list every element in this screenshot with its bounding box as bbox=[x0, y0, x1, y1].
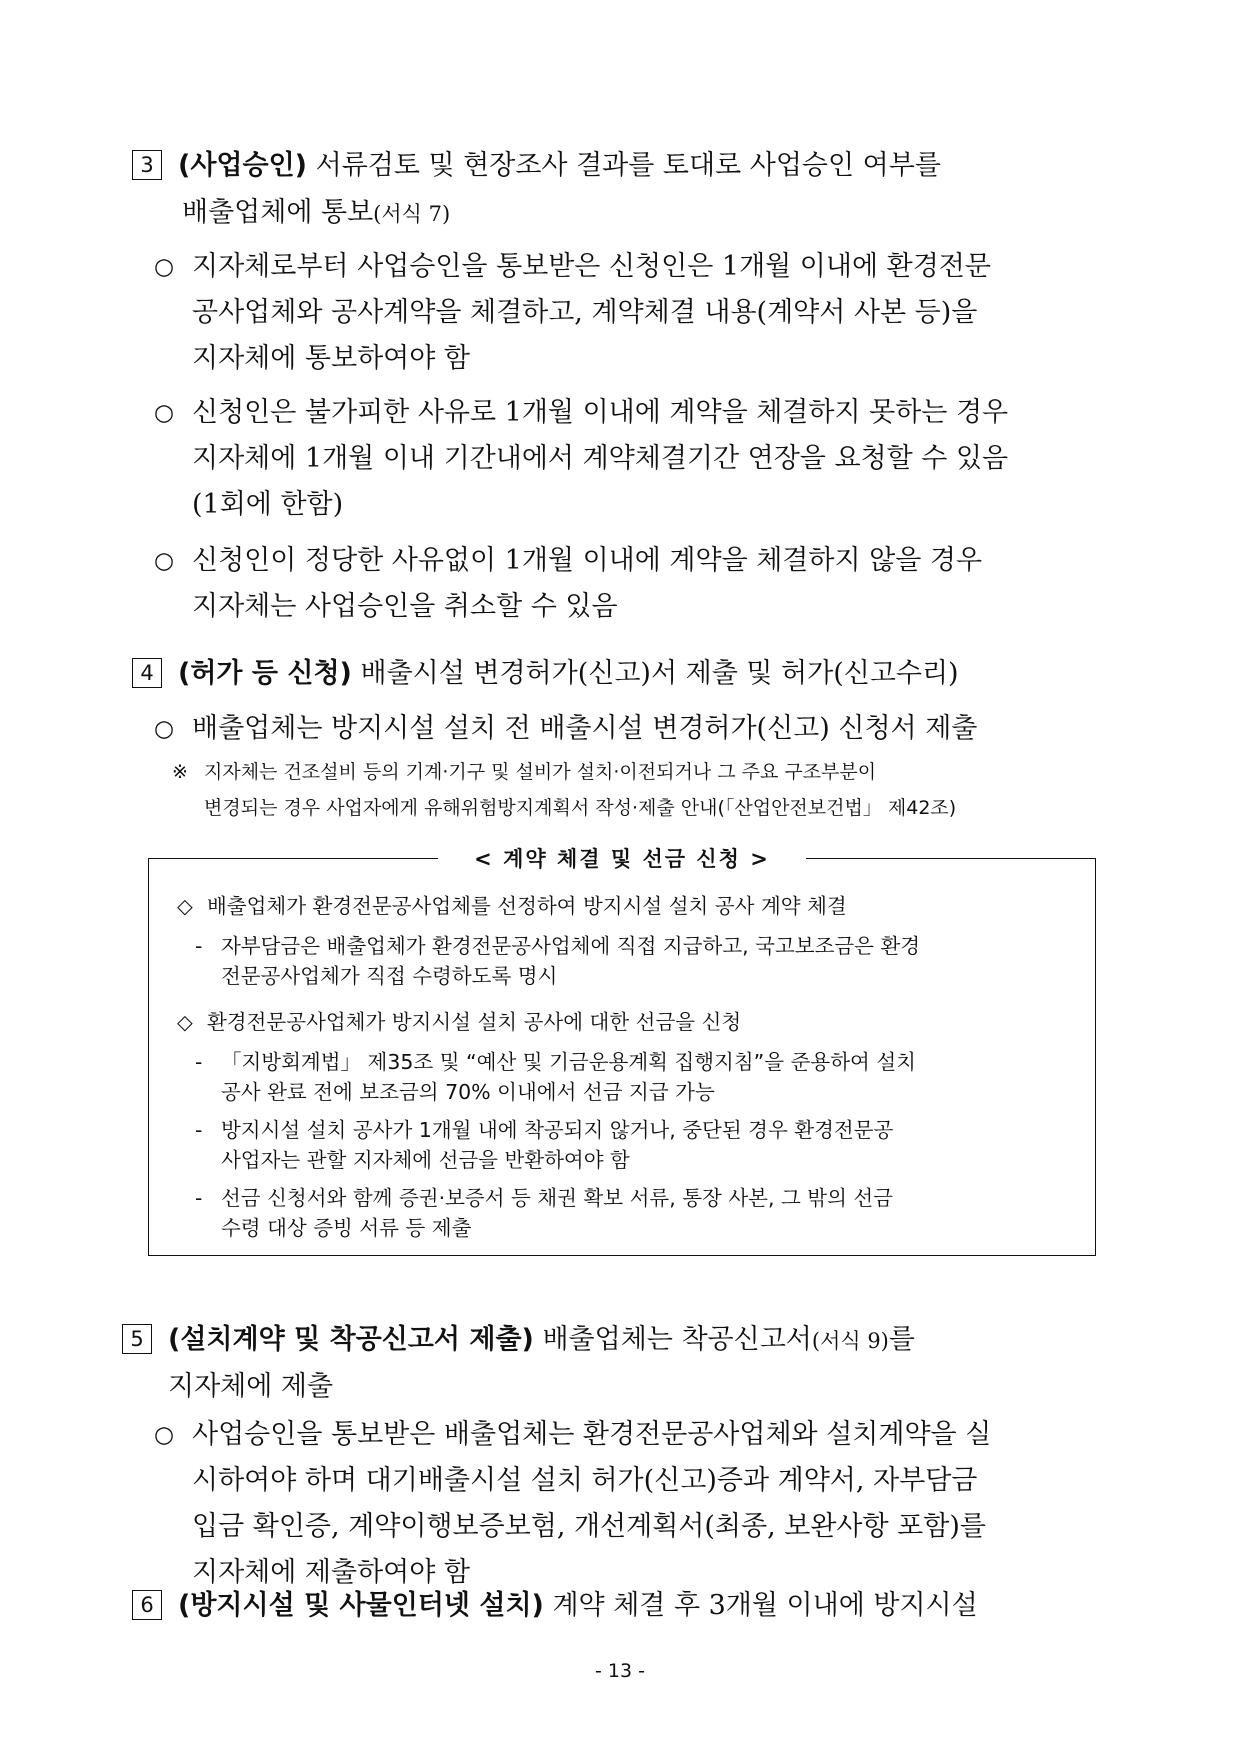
box-subitem-line: 사업자는 관할 지자체에 선금을 반환하여야 함 bbox=[221, 1148, 630, 1172]
bullet-line: 지자체로부터 사업승인을 통보받은 신청인은 1개월 이내에 환경전문 bbox=[192, 251, 991, 282]
circle-bullet-icon: ○ bbox=[154, 716, 175, 742]
bullet-line: 신청인은 불가피한 사유로 1개월 이내에 계약을 체결하지 못하는 경우 bbox=[192, 397, 1009, 428]
box-subitem-line: 공사 완료 전에 보조금의 70% 이내에서 선금 지급 가능 bbox=[221, 1080, 715, 1104]
section-heading: (사업승인) bbox=[178, 150, 308, 181]
box-subitem-line: 수령 대상 증빙 서류 등 제출 bbox=[221, 1216, 472, 1240]
bullet-line: (1회에 한함) bbox=[192, 489, 344, 520]
section-heading: (설치계약 및 착공신고서 제출) bbox=[168, 1324, 534, 1355]
page-number: - 13 - bbox=[595, 1660, 645, 1682]
section-text: 지자체에 제출 bbox=[168, 1371, 334, 1402]
bullet-line: 지자체에 1개월 이내 기간내에서 계약체결기간 연장을 요청할 수 있음 bbox=[192, 443, 1009, 474]
box-item-text: 배출업체가 환경전문공사업체를 선정하여 방지시설 설치 공사 계약 체결 bbox=[207, 894, 847, 918]
dash-bullet-icon: - bbox=[195, 1050, 203, 1074]
bullet-line: 신청인이 정당한 사유없이 1개월 이내에 계약을 체결하지 않을 경우 bbox=[192, 545, 983, 576]
dash-bullet-icon: - bbox=[195, 1118, 203, 1142]
bullet-line: 지자체는 사업승인을 취소할 수 있음 bbox=[192, 591, 618, 622]
dash-bullet-icon: - bbox=[195, 1186, 203, 1210]
section-text: 서류검토 및 현장조사 결과를 토대로 사업승인 여부를 bbox=[315, 150, 941, 181]
bullet-line: 사업승인을 통보받은 배출업체는 환경전문공사업체와 설치계약을 실 bbox=[192, 1419, 992, 1450]
note-line: 지자체는 건조설비 등의 기계·기구 및 설비가 설치·이전되거나 그 주요 구조부분이 bbox=[204, 761, 877, 783]
circle-bullet-icon: ○ bbox=[154, 548, 175, 574]
section-text: 계약 체결 후 3개월 이내에 방지시설 bbox=[552, 1590, 978, 1621]
bullet-line: 공사업체와 공사계약을 체결하고, 계약체결 내용(계약서 사본 등)을 bbox=[192, 297, 978, 328]
bullet-line: 배출업체는 방지시설 설치 전 배출시설 변경허가(신고) 신청서 제출 bbox=[192, 713, 978, 744]
box-subitem-line: 방지시설 설치 공사가 1개월 내에 착공되지 않거나, 중단된 경우 환경전문공 bbox=[221, 1118, 894, 1142]
bullet-line: 시하여야 하며 대기배출시설 설치 허가(신고)증과 계약서, 자부담금 bbox=[192, 1465, 978, 1496]
bullet-line: 입금 확인증, 계약이행보증보험, 개선계획서(최종, 보완사항 포함)를 bbox=[192, 1511, 986, 1542]
bullet-line: 지자체에 통보하여야 함 bbox=[192, 343, 470, 374]
section-text: 를 bbox=[888, 1324, 915, 1355]
reference-mark: ※ bbox=[172, 761, 188, 783]
box-subitem bbox=[195, 1047, 916, 1107]
section-number: 4 bbox=[132, 658, 162, 688]
section-text: 배출업체에 통보 bbox=[182, 197, 374, 228]
section-number: 3 bbox=[132, 150, 162, 180]
box-subitem-line: 자부담금은 배출업체가 환경전문공사업체에 직접 지급하고, 국고보조금은 환경 bbox=[221, 934, 921, 958]
section-heading: (방지시설 및 사물인터넷 설치) bbox=[178, 1590, 544, 1621]
note-line: 변경되는 경우 사업자에게 유해위험방지계획서 작성·제출 안내(「산업안전보건법」 제42조) bbox=[204, 797, 957, 819]
box-title: < 계약 체결 및 선금 신청 > bbox=[438, 847, 806, 871]
box-subitem-line: 선금 신청서와 함께 증권·보증서 등 채권 확보 서류, 통장 사본, 그 밖의 선금 bbox=[221, 1186, 894, 1210]
section-text: 배출업체는 착공신고서 bbox=[542, 1324, 812, 1355]
form-reference: (서식 9) bbox=[811, 1329, 889, 1353]
section-heading: (허가 등 신청) bbox=[178, 658, 352, 689]
section-text: 배출시설 변경허가(신고)서 제출 및 허가(신고수리) bbox=[360, 658, 959, 689]
diamond-bullet-icon: ◇ bbox=[177, 1010, 193, 1034]
bullet-line: 지자체에 제출하여야 함 bbox=[192, 1557, 470, 1588]
box-subitem bbox=[195, 1115, 894, 1175]
circle-bullet-icon: ○ bbox=[154, 1422, 175, 1448]
box-subitem-line: 「지방회계법」 제35조 및 “예산 및 기금운용계획 집행지침”을 준용하여 설치 bbox=[221, 1050, 916, 1074]
contract-summary-box bbox=[148, 847, 1096, 1256]
box-item bbox=[177, 1007, 742, 1037]
section-number: 6 bbox=[132, 1590, 162, 1620]
circle-bullet-icon: ○ bbox=[154, 400, 175, 426]
box-subitem-line: 전문공사업체가 직접 수령하도록 명시 bbox=[221, 964, 558, 988]
dash-bullet-icon: - bbox=[195, 934, 203, 958]
box-subitem bbox=[195, 1183, 894, 1243]
circle-bullet-icon: ○ bbox=[154, 254, 175, 280]
box-subitem bbox=[195, 931, 921, 991]
diamond-bullet-icon: ◇ bbox=[177, 894, 193, 918]
box-item bbox=[177, 891, 847, 921]
form-reference: (서식 7) bbox=[373, 202, 451, 226]
box-item-text: 환경전문공사업체가 방지시설 설치 공사에 대한 선금을 신청 bbox=[207, 1010, 742, 1034]
section-number: 5 bbox=[122, 1324, 152, 1354]
